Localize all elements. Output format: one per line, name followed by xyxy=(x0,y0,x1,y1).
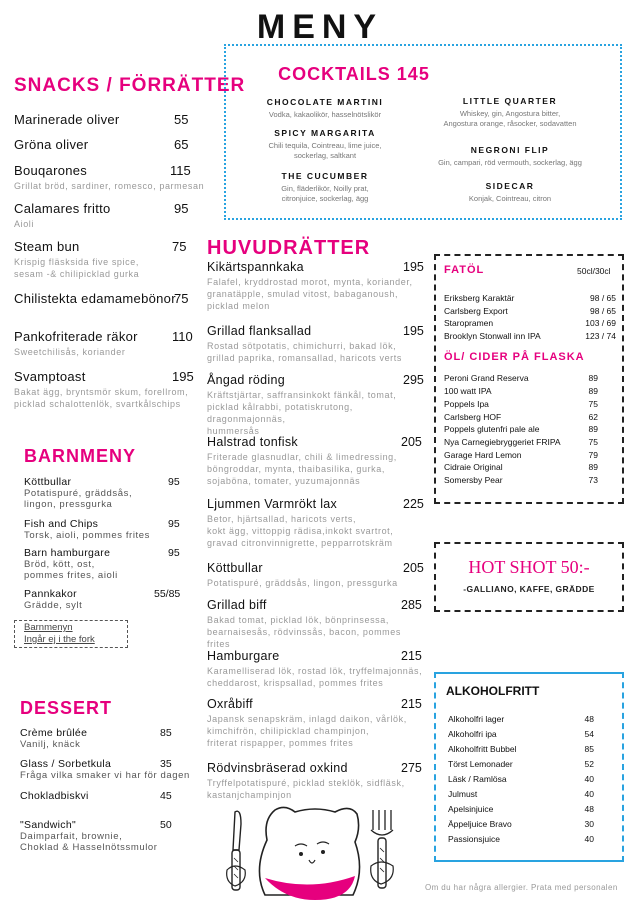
menu-item xyxy=(14,112,188,127)
cocktail-name: THE CUCUMBER xyxy=(281,171,369,181)
cocktail-item xyxy=(420,181,600,204)
beer-row xyxy=(444,331,616,341)
item-name: Pannkakor xyxy=(24,588,77,600)
drink-row xyxy=(448,714,594,724)
beer-name: Brooklyn Stonwall inn IPA xyxy=(444,331,541,341)
item-desc: Vanilj, knäck xyxy=(20,739,81,750)
menu-item xyxy=(207,697,425,749)
item-price: 205 xyxy=(401,435,422,449)
item-name: Steam bun xyxy=(14,239,80,254)
drink-row xyxy=(448,729,594,739)
drink-price: 30 xyxy=(584,819,594,829)
drink-name: Apelsinjuice xyxy=(448,804,494,814)
item-name: Fish and Chips xyxy=(24,518,99,530)
beer-price: 75 xyxy=(588,437,598,447)
beer-row xyxy=(444,462,598,472)
menu-item xyxy=(14,329,194,358)
menu-item xyxy=(14,201,188,230)
drink-name: Alkoholfri lager xyxy=(448,714,505,724)
chef-illustration xyxy=(205,800,405,900)
item-name: Crème brûlée xyxy=(20,727,88,739)
item-name: Pankofriterade räkor xyxy=(14,329,138,344)
menu-item xyxy=(20,819,190,853)
cocktail-name: CHOCOLATE MARTINI xyxy=(266,97,384,107)
beer-name: Peroni Grand Reserva xyxy=(444,373,529,383)
item-price: 215 xyxy=(401,649,422,663)
cocktail-desc: Whiskey, gin, Angostura bitter, Angostura orange, råsocker, sodavatten xyxy=(443,109,577,128)
menu-item xyxy=(207,561,425,589)
beer-name: Somersby Pear xyxy=(444,475,503,485)
menu-item xyxy=(207,761,425,801)
hotshot-title: HOT SHOT 50:- xyxy=(468,557,590,577)
menu-item xyxy=(207,373,425,437)
menu-item xyxy=(207,497,425,549)
item-price: 55/85 xyxy=(154,588,181,600)
item-desc: Bröd, kött, ost, pommes frites, aioli xyxy=(24,559,118,581)
menu-item xyxy=(20,790,190,802)
drink-row xyxy=(448,819,594,829)
item-name: Ljummen Varmrökt lax xyxy=(207,497,338,511)
menu-item xyxy=(14,291,188,306)
beer-row xyxy=(444,306,616,316)
menu-item xyxy=(20,758,190,781)
item-desc: Rostad sötpotatis, chimichurri, bakad lök, grillad paprika, romansallad, haricots verts xyxy=(207,341,402,363)
drink-price: 48 xyxy=(584,804,594,814)
beer-name: Carlsberg HOF xyxy=(444,412,502,422)
beer-price: 89 xyxy=(588,373,598,383)
menu-item xyxy=(14,137,188,152)
item-price: 75 xyxy=(172,239,187,254)
beer-row xyxy=(444,293,616,303)
item-desc: Bakad tomat, picklad lök, bönprinsessa, bearnaisesås, rödvinssås, bacon, pommes frites xyxy=(207,615,401,649)
item-desc: Betor, hjärtsallad, haricots verts, kokt ägg, vittoppig rädisa,inkokt svartrot, gravad citronvinnigrette, pepparrotskräm xyxy=(207,514,394,548)
drink-name: Alkoholfritt Bubbel xyxy=(448,744,517,754)
beer-name: Cidraie Original xyxy=(444,462,503,472)
drink-price: 54 xyxy=(584,729,594,739)
drink-row xyxy=(448,804,594,814)
item-desc: Grillat bröd, sardiner, romesco, parmesan xyxy=(14,181,205,191)
barnmeny-note-line1: Barnmenyn xyxy=(24,622,73,633)
beer-row xyxy=(444,386,598,396)
cocktail-item xyxy=(240,128,410,161)
item-price: 195 xyxy=(403,324,424,338)
item-price: 205 xyxy=(403,561,424,575)
item-desc: Kräftstjärtar, saffransinkokt fänkål, tomat, picklad kålrabbi, potatiskrutong, dragonmajonnäs, hummersås xyxy=(207,390,397,436)
item-desc: Krispig fläsksida five spice, sesam -& chilipicklad gurka xyxy=(14,257,140,279)
item-name: Ångad röding xyxy=(207,373,285,387)
item-name: Svamptoast xyxy=(14,369,86,384)
drink-name: Äppeljuice Bravo xyxy=(448,819,512,829)
barnmeny-note-line2: Ingår ej i the fork xyxy=(24,634,95,645)
menu-item xyxy=(207,598,425,650)
item-price: 195 xyxy=(172,369,194,384)
item-desc: Potatispuré, gräddsås, lingon, pressgurka xyxy=(24,488,133,510)
menu-item xyxy=(207,435,425,487)
drink-name: Alkoholfri ipa xyxy=(448,729,497,739)
cocktail-desc: Chili tequila, Cointreau, lime juice, sockerlag, saltkant xyxy=(268,141,382,160)
hotshot-subtitle: -GALLIANO, KAFFE, GRÄDDE xyxy=(463,584,595,594)
drink-price: 52 xyxy=(584,759,594,769)
item-desc: Daimparfait, brownie, Choklad & Hasselnötssmulor xyxy=(20,831,158,853)
beer-name: Staropramen xyxy=(444,318,494,328)
allergy-note: Om du har några allergier. Prata med personalen xyxy=(425,883,618,892)
huvudratter-heading: HUVUDRÄTTER xyxy=(207,237,371,259)
beer-price: 89 xyxy=(588,386,598,396)
beer-price: 75 xyxy=(588,399,598,409)
menu-item xyxy=(207,260,425,312)
item-price: 110 xyxy=(172,329,193,344)
menu-item xyxy=(207,649,425,689)
item-desc: Karamelliserad lök, rostad lök, tryffelmajonnäs, cheddarost, krispsallad, pommes frites xyxy=(207,666,423,688)
item-name: "Sandwich" xyxy=(20,819,76,831)
item-price: 45 xyxy=(160,790,172,802)
item-name: Grillad biff xyxy=(207,598,267,612)
item-name: Grillad flanksallad xyxy=(207,324,312,338)
item-price: 215 xyxy=(401,697,422,711)
item-desc: Tryffelpotatispuré, picklad steklök, sidfläsk, kastanjchampinjon xyxy=(207,778,405,800)
beer-name: 100 watt IPA xyxy=(444,386,492,396)
item-price: 75 xyxy=(174,291,189,306)
drink-row xyxy=(448,774,594,784)
item-name: Gröna oliver xyxy=(14,137,89,152)
item-desc: Japansk senapskräm, inlagd daikon, vårlök, kimchifrön, chilipicklad champinjon, friterat rispapper, pommes frites xyxy=(207,714,407,748)
item-desc: Torsk, aioli, pommes frites xyxy=(24,530,151,541)
item-name: Marinerade oliver xyxy=(14,112,120,127)
beer-row xyxy=(444,424,598,434)
item-desc: Falafel, kryddrostad morot, mynta, koriander, granatäpple, smulad vitost, babaganoush, picklad melon xyxy=(207,277,413,311)
beer-name: Eriksberg Karaktär xyxy=(444,293,515,303)
drink-row xyxy=(448,744,594,754)
drink-name: Törst Lemonader xyxy=(448,759,513,769)
menu-item xyxy=(14,369,214,410)
item-name: Köttbullar xyxy=(24,476,72,488)
beer-price: 73 xyxy=(588,475,598,485)
cocktail-item xyxy=(240,97,410,120)
cocktail-name: LITTLE QUARTER xyxy=(462,96,558,106)
cocktail-item xyxy=(420,96,600,129)
beer-price: 62 xyxy=(588,412,598,422)
item-price: 50 xyxy=(160,819,172,831)
item-price: 275 xyxy=(401,761,422,775)
beer-row xyxy=(444,475,598,485)
beer-row xyxy=(444,373,598,383)
drink-row xyxy=(448,789,594,799)
beer-price: 103 / 69 xyxy=(585,318,616,328)
drink-price: 85 xyxy=(584,744,594,754)
beer-row xyxy=(444,318,616,328)
menu-item xyxy=(24,518,184,541)
drink-price: 48 xyxy=(584,714,594,724)
barnmeny-heading: BARNMENY xyxy=(24,446,137,466)
alkoholfritt-heading: ALKOHOLFRITT xyxy=(446,684,540,698)
item-price: 65 xyxy=(174,137,189,152)
drink-name: Läsk / Ramlösa xyxy=(448,774,507,784)
drink-name: Passionsjuice xyxy=(448,834,500,844)
drink-row xyxy=(448,759,594,769)
item-price: 55 xyxy=(174,112,189,127)
cocktail-item xyxy=(240,171,410,204)
drink-price: 40 xyxy=(584,789,594,799)
beer-name: Poppels Ipa xyxy=(444,399,489,409)
item-name: Köttbullar xyxy=(207,561,263,575)
beer-name: Garage Hard Lemon xyxy=(444,450,522,460)
beer-row xyxy=(444,412,598,422)
beer-name: Nya Carnegiebryggeriet FRIPA xyxy=(444,437,561,447)
fatol-heading: FATÖL xyxy=(444,264,485,276)
barnmeny-note xyxy=(24,622,95,646)
cocktail-name: SIDECAR xyxy=(485,181,535,191)
item-price: 85 xyxy=(160,727,172,739)
cocktail-item xyxy=(420,145,600,168)
beer-price: 123 / 74 xyxy=(585,331,616,341)
item-price: 95 xyxy=(168,547,180,559)
drink-price: 40 xyxy=(584,834,594,844)
beer-price: 79 xyxy=(588,450,598,460)
beer-row xyxy=(444,399,598,409)
cocktail-desc: Gin, campari, röd vermouth, sockerlag, ägg xyxy=(438,158,582,167)
menu-item xyxy=(24,547,184,581)
beer-price: 89 xyxy=(588,462,598,472)
cocktail-desc: Vodka, kakaolikör, hasselnötslikör xyxy=(268,110,382,119)
item-name: Chilistekta edamamebönor xyxy=(14,291,176,306)
snacks-heading: SNACKS / FÖRRÄTTER xyxy=(14,75,246,96)
menu-item xyxy=(207,324,425,364)
beer-name: Poppels glutenfri pale ale xyxy=(444,424,540,434)
beer-name: Carlsberg Export xyxy=(444,306,508,316)
beer-row xyxy=(444,450,598,460)
item-name: Barn hamburgare xyxy=(24,547,111,559)
drink-name: Julmust xyxy=(448,789,478,799)
item-price: 295 xyxy=(403,373,424,387)
item-price: 195 xyxy=(403,260,424,274)
fatol-size: 50cl/30cl xyxy=(577,266,611,276)
item-name: Rödvinsbräserad oxkind xyxy=(207,761,348,775)
drink-row xyxy=(448,834,594,844)
cocktail-desc: Konjak, Cointreau, citron xyxy=(468,194,552,203)
cocktail-desc: Gin, fläderlikör, Noilly prat, citronjuice, sockerlag, ägg xyxy=(281,184,369,203)
item-name: Calamares fritto xyxy=(14,201,111,216)
item-desc: Aioli xyxy=(14,219,35,229)
drink-price: 40 xyxy=(584,774,594,784)
item-name: Chokladbiskvi xyxy=(20,790,89,802)
item-name: Bouqarones xyxy=(14,163,88,178)
item-desc: Fråga vilka smaker vi har för dagen xyxy=(20,770,190,781)
menu-item xyxy=(14,163,214,192)
item-desc: Friterade glasnudlar, chili & limedressing, böngroddar, mynta, thaibasilika, gurka, sojaböna, tomater, yuzumajonnäs xyxy=(207,452,397,486)
dessert-heading: DESSERT xyxy=(20,698,113,718)
cocktail-name: NEGRONI FLIP xyxy=(470,145,550,155)
item-name: Kikärtspannkaka xyxy=(207,260,304,274)
item-price: 115 xyxy=(170,163,191,178)
item-price: 35 xyxy=(160,758,172,770)
beer-row xyxy=(444,437,598,447)
item-name: Oxråbiff xyxy=(207,697,253,711)
item-desc: Bakat ägg, bryntsmör skum, forellrom, picklad schalottenlök, svartkålschips xyxy=(14,387,189,409)
menu-title: MENY xyxy=(256,8,384,46)
item-desc: Potatispuré, gräddsås, lingon, pressgurka xyxy=(207,578,398,588)
item-name: Glass / Sorbetkula xyxy=(20,758,112,770)
item-price: 95 xyxy=(168,476,180,488)
beer-price: 98 / 65 xyxy=(590,293,616,303)
menu-item xyxy=(24,588,184,611)
cocktails-heading: COCKTAILS 145 xyxy=(278,64,430,84)
menu-item xyxy=(24,476,184,510)
menu-item xyxy=(20,727,190,750)
item-price: 225 xyxy=(403,497,424,511)
item-price: 95 xyxy=(168,518,180,530)
item-desc: Grädde, sylt xyxy=(24,600,83,611)
item-price: 285 xyxy=(401,598,422,612)
item-desc: Sweetchilisås, koriander xyxy=(14,347,126,357)
item-name: Hamburgare xyxy=(207,649,280,663)
beer-price: 89 xyxy=(588,424,598,434)
menu-item xyxy=(14,239,188,280)
flaska-heading: ÖL/ CIDER PÅ FLASKA xyxy=(444,351,585,363)
item-name: Halstrad tonfisk xyxy=(207,435,298,449)
beer-price: 98 / 65 xyxy=(590,306,616,316)
item-price: 95 xyxy=(174,201,189,216)
cocktail-name: SPICY MARGARITA xyxy=(274,128,376,138)
